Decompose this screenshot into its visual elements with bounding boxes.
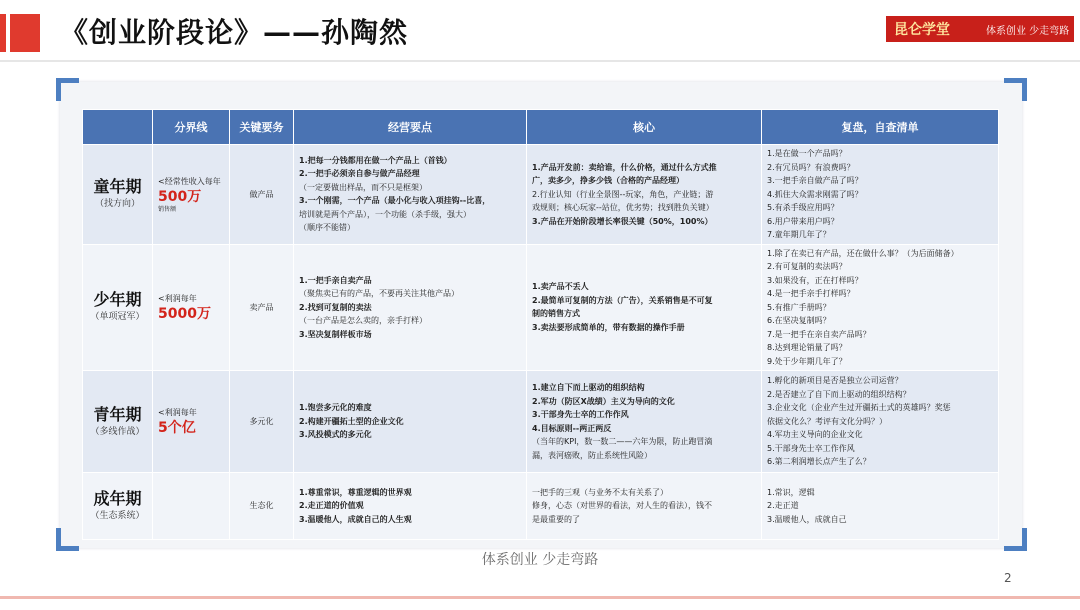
logo-slogan-text: 体系创业 少走弯路 [986,25,1070,37]
point-line: 1.一把手亲自卖产品 [299,275,372,285]
key-task-cell: 生态化 [230,473,294,540]
brand-logo [886,16,1074,42]
column-header: 经营要点 [294,110,527,145]
boundary-prefix: <利润每年 [158,407,197,417]
stage-cell [83,371,153,473]
point-line: （一定要做出样品，而不只是框架） [299,182,427,192]
points-cell [294,244,527,371]
frame-corner-top-left [56,78,79,101]
core-line: 3.产品在开始阶段增长率很关键（50%，100%） [532,216,713,226]
point-line: （顺序不能错） [299,223,355,233]
stage-name: 青年期 [93,404,142,424]
core-cell [527,473,762,540]
stage-cell [83,244,153,371]
point-line: 1.饱尝多元化的难度 [299,403,372,413]
checklist-item: 7.是一把手在亲自卖产品吗？ [767,329,871,339]
core-line: 修身，心态（对世界的看法，对人生的看法），钱不 [532,501,712,511]
checklist-item: 3.企业文化（企业产生过开疆拓土式的英雄吗？奖惩 [767,403,951,413]
stage-name: 少年期 [93,290,142,310]
page-number: 2 [1004,571,1012,585]
table-row [83,371,999,473]
column-header: 核心 [527,110,762,145]
key-task-cell: 卖产品 [230,244,294,371]
core-line: 1.建立自下而上驱动的组织结构 [532,383,645,392]
core-line: 广，卖多少，挣多少钱（合格的产品经理） [532,176,684,185]
boundary-value: 500万 [158,189,202,205]
checklist-cell [762,145,999,245]
checklist-item: 5.有杀手级应用吗？ [767,203,839,212]
stages-table [82,109,999,540]
table-row [83,244,999,371]
checklist-item: 1.除了在卖已有产品，还在做什么事？（为后面储备） [767,248,959,258]
boundary-prefix: <利润每年 [158,293,197,303]
stage-name: 童年期 [93,177,142,197]
core-line: 一把手的三观（与业务不太有关系了） [532,487,668,497]
checklist-item: 6.用户带来用户吗？ [767,216,839,226]
checklist-cell [762,244,999,371]
table-header-row [83,110,999,145]
checklist-item: 2.有冗员吗？有浪费吗？ [767,162,855,172]
core-line: 漏，表河癌败，防止系统性风险） [532,450,652,460]
core-line: （当年的KPI，数一数二——六年为限，防止跑冒滴 [532,437,713,446]
point-line: （聚焦卖已有的产品，不要再关注其他产品） [299,289,459,298]
stage-subtitle: （多线作战） [90,426,145,437]
point-line: （一台产品是怎么卖的，亲手打样） [299,316,427,325]
points-cell [294,371,527,473]
boundary-cell [153,473,230,540]
header-accent-bar [0,14,40,52]
core-line: 戏规则；核心玩家--站位，优劣势；找到胜负关键） [532,203,714,212]
core-line: 是最重要的了 [532,514,580,524]
column-header: 复盘，自查清单 [762,110,999,145]
footer-slogan: 体系创业 少走弯路 [481,552,599,568]
column-header: 分界线 [153,110,230,145]
point-line: 2.走正道的价值观 [299,501,364,511]
point-line: 培训就是两个产品），一个功能（杀手级，强大） [299,209,471,219]
core-line: 3.干部身先士卒的工作作风 [532,410,629,419]
checklist-item: 1.是在做一个产品吗？ [767,149,847,158]
key-task-cell: 多元化 [230,371,294,473]
point-line: 3.一个刚需，一个产品（最小化与收入项挂钩--比喜， [299,196,491,206]
checklist-item: 2.是否建立了自下而上驱动的组织结构？ [767,389,911,399]
point-line: 1.把每一分钱都用在做一个产品上（首钱） [299,155,452,165]
core-cell [527,145,762,245]
checklist-item: 4.抓住大众需求刚需了吗？ [767,189,863,199]
boundary-cell [153,244,230,371]
checklist-item: 4.是一把手亲手打样吗？ [767,289,855,298]
column-header: 关键要务 [230,110,294,145]
checklist-item: 1.常识，逻辑 [767,487,815,497]
footer-divider [0,596,1080,599]
core-line: 1.卖产品不丢人 [532,282,589,292]
checklist-item: 8.达到理论销量了吗？ [767,343,847,352]
header-divider [0,60,1080,62]
boundary-value: 5个亿 [158,420,196,437]
stage-subtitle: （单项冠军） [90,312,145,323]
points-cell [294,145,527,245]
point-line: 2.一把手必须亲自参与做产品经理 [299,169,420,179]
checklist-item: 5.有推广手册吗？ [767,302,831,312]
checklist-item: 3.如果没有，正在打样吗？ [767,275,863,285]
core-line: 2.军功（防区X战绩）主义为导向的文化 [532,396,675,406]
boundary-note: 销售额 [158,206,177,213]
point-line: 3.风投模式的多元化 [299,430,372,440]
stage-cell [83,145,153,245]
checklist-item: 1.孵化的新项目是否是独立公司运营？ [767,376,903,386]
stage-subtitle: （生态系统） [90,511,145,521]
point-line: 3.坚决复制样板市场 [299,329,372,339]
checklist-item: 6.第二利润增长点产生了么？ [767,457,871,467]
core-line: 制的销售方式 [532,309,580,319]
table-row [83,145,999,245]
checklist-item: 4.军功主义导向的企业文化 [767,430,863,440]
checklist-item: 9.处于少年期几年了？ [767,356,847,366]
checklist-cell [762,371,999,473]
checklist-item: 7.童年期几年了？ [767,230,831,239]
table-row [83,473,999,540]
points-cell [294,473,527,540]
stage-name: 成年期 [93,489,142,508]
checklist-item: 3.温暖他人，成就自己 [767,514,847,524]
core-line: 4.目标原则--两正两反 [532,423,612,433]
checklist-item: 3.一把手亲自做产品了吗？ [767,176,863,185]
point-line: 2.找到可复制的卖法 [299,302,372,312]
core-line: 1.产品开发前：卖给谁，什么价格，通过什么方式推 [532,162,717,172]
boundary-cell [153,145,230,245]
checklist-item: 2.走正道 [767,501,799,511]
point-line: 1.尊重常识，尊重逻辑的世界观 [299,487,412,497]
checklist-item: 5.干部身先士卒工作作风 [767,443,855,453]
page-title: 《创业阶段论》——孙陶然 [60,16,409,49]
frame-corner-bottom-right [1004,528,1027,551]
key-task-cell: 做产品 [230,145,294,245]
checklist-item: 6.在坚决复制吗？ [767,316,831,325]
checklist-item: 2.有可复制的卖法吗？ [767,262,847,271]
point-line: 2.构建开疆拓土型的企业文化 [299,416,404,426]
stage-subtitle: （找方向） [94,199,140,210]
frame-corner-top-right [1004,78,1027,101]
core-line: 2.最简单可复制的方法（广告），关系销售是不可复 [532,295,713,305]
core-cell [527,371,762,473]
checklist-item: 依据文化么？考评有文化分吗？） [767,416,887,426]
frame-corner-bottom-left [56,528,79,551]
stage-cell [83,473,153,540]
core-cell [527,244,762,371]
point-line: 3.温暖他人，成就自己的人生观 [299,514,412,524]
boundary-cell [153,371,230,473]
logo-brand-text: 昆仑学堂 [894,22,950,38]
core-line: 3.卖法要形成简单的，带有数据的操作手册 [532,322,685,332]
checklist-cell [762,473,999,540]
column-header [83,110,153,145]
boundary-prefix: <经常性收入每年 [158,176,221,186]
boundary-value: 5000万 [158,306,211,322]
core-line: 2.行业认知（行业全景图--玩家，角色，产业链；游 [532,189,714,199]
